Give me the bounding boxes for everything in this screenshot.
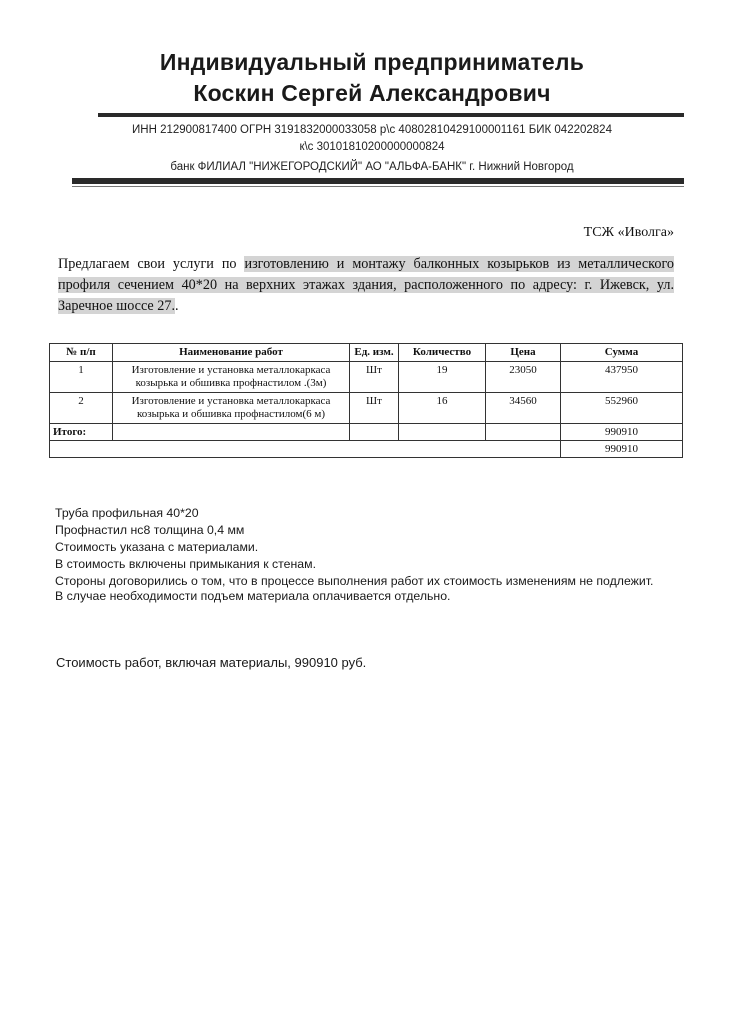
note-item: В стоимость включены примыкания к стенам. <box>55 557 316 571</box>
total-cost-line: Стоимость работ, включая материалы, 990910 руб. <box>56 655 367 670</box>
header-num: № п/п <box>50 344 113 362</box>
header-unit: Ед. изм. <box>350 344 399 362</box>
notes-block <box>55 505 680 605</box>
note-item: В случае необходимости подъем материала оплачивается отдельно. <box>55 589 451 603</box>
works-table <box>49 343 683 458</box>
issuer-name: Коскин Сергей Александрович <box>193 80 551 106</box>
total-empty-3 <box>399 424 486 441</box>
offer-tail: . <box>175 298 179 314</box>
header-divider-bottom <box>72 178 684 184</box>
issuer-title: Индивидуальный предприниматель <box>159 49 585 75</box>
requisites-line-3: банк ФИЛИАЛ "НИЖЕГОРОДСКИЙ" АО "АЛЬФА-БАНК" г. Нижний Новгород <box>170 161 574 173</box>
row-unit: Шт <box>350 393 399 424</box>
offer-highlight: изготовлению и монтажу балконных козырьков из металлического профиля сечением 40*20 на верхних этажах здания, расположенного по адресу: г. Ижевск, ул. Заречное шоссе 27. <box>58 256 675 314</box>
header-divider-top <box>98 113 684 117</box>
note-item: Стоимость указана с материалами. <box>55 540 259 554</box>
table-row <box>50 362 683 393</box>
note-item: Профнастил нс8 толщина 0,4 мм <box>55 523 245 537</box>
addressee: ТСЖ «Иволга» <box>583 225 674 240</box>
row-qty: 16 <box>399 393 486 424</box>
row-sum: 437950 <box>561 362 683 393</box>
table-header-row <box>50 344 683 362</box>
offer-intro: Предлагаем свои услуги по <box>58 256 245 272</box>
row-price: 23050 <box>486 362 561 393</box>
header-sum: Сумма <box>561 344 683 362</box>
offer-paragraph <box>58 254 674 317</box>
table-extra-row <box>50 441 683 458</box>
total-empty-4 <box>486 424 561 441</box>
row-sum: 552960 <box>561 393 683 424</box>
total-empty-2 <box>350 424 399 441</box>
note-item: Труба профильная 40*20 <box>55 506 199 520</box>
header-divider-thin <box>72 186 684 187</box>
row-num: 2 <box>50 393 113 424</box>
row-unit: Шт <box>350 362 399 393</box>
extra-empty <box>50 441 561 458</box>
total-label: Итого: <box>50 424 113 441</box>
note-item: Стороны договорились о том, что в процессе выполнения работ их стоимость изменениям не подлежит. <box>55 574 654 588</box>
row-price: 34560 <box>486 393 561 424</box>
requisites-line-1: ИНН 212900817400 ОГРН 3191832000033058 р\с 40802810429100001161 БИК 042202824 <box>132 124 612 136</box>
table-total-row <box>50 424 683 441</box>
row-name: Изготовление и установка металлокаркаса козырька и обшивка профнастилом(6 м) <box>113 393 350 424</box>
requisites-line-2: к\с 30101810200000000824 <box>299 141 445 153</box>
header-price: Цена <box>486 344 561 362</box>
table-row <box>50 393 683 424</box>
total-sum: 990910 <box>561 424 683 441</box>
header-name: Наименование работ <box>113 344 350 362</box>
row-name: Изготовление и установка металлокаркаса козырька и обшивка профнастилом .(3м) <box>113 362 350 393</box>
row-qty: 19 <box>399 362 486 393</box>
extra-sum: 990910 <box>561 441 683 458</box>
row-num: 1 <box>50 362 113 393</box>
total-empty-1 <box>113 424 350 441</box>
header-qty: Количество <box>399 344 486 362</box>
